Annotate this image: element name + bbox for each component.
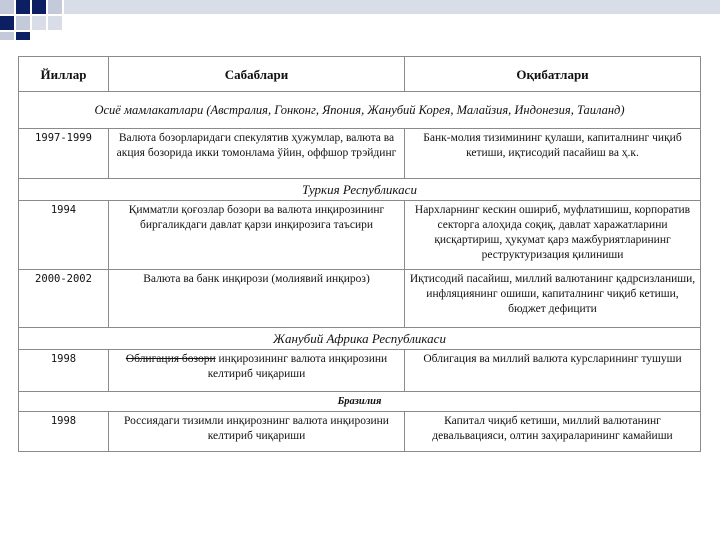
header-causes: Сабаблари — [109, 57, 405, 92]
year-cell: 1998 — [19, 412, 109, 452]
decor-square — [0, 32, 14, 40]
header-years: Йиллар — [19, 57, 109, 92]
decor-square — [48, 0, 62, 14]
year-cell: 1998 — [19, 350, 109, 392]
causes-cell: Қимматли қоғозлар бозори ва валюта инқирозининг биргаликдаги давлат қарзи инқирозига таъсири — [109, 201, 405, 270]
effects-cell: Иқтисодий пасайиш, миллий валютанинг қадрсизланиши, инфляциянинг ошиши, капиталнинг чиқиб кетиши, бюджет дефицити — [405, 270, 701, 328]
year-cell: 2000-2002 — [19, 270, 109, 328]
struck-text: Облигация бозори — [125, 353, 216, 365]
decor-square — [32, 16, 46, 30]
causes-cell: Валюта бозорларидаги спекулятив ҳужумлар, валюта ва акция бозорида икки томонлама ўйин, оффшор трэйдинг — [109, 129, 405, 179]
year-cell: 1997-1999 — [19, 129, 109, 179]
table-row — [19, 270, 701, 328]
section-title: Осиё мамлакатлари (Австралия, Гонконг, Япония, Жанубий Корея, Малайзия, Индонезия, Таиланд) — [19, 92, 701, 129]
causes-cell — [109, 350, 405, 392]
decorative-corner-squares — [0, 0, 720, 40]
decor-square — [32, 0, 46, 14]
decor-square — [0, 16, 14, 30]
effects-cell: Нархларнинг кескин ошириб, муфлатишиш, корпоратив секторга алоҳида соқиқ, давлат харажатларини қисқартириш, ҳукумат қарз мажбуриятларининг реструктуризация қилиниши — [405, 201, 701, 270]
decor-square — [16, 32, 30, 40]
crisis-table — [18, 56, 701, 452]
section-row-asia — [19, 92, 701, 129]
table-row — [19, 201, 701, 270]
decor-square — [16, 16, 30, 30]
table-row — [19, 129, 701, 179]
section-title: Жанубий Африка Республикаси — [19, 328, 701, 350]
year-cell: 1994 — [19, 201, 109, 270]
decor-square — [48, 16, 62, 30]
header-row — [19, 57, 701, 92]
causes-cell: Россиядаги тизимли инқирознинг валюта инқирозини келтириб чиқариши — [109, 412, 405, 452]
decor-square — [0, 0, 14, 14]
effects-cell: Капитал чиқиб кетиши, миллий валютанинг девальвацияси, олтин заҳираларининг камайиши — [405, 412, 701, 452]
table-row — [19, 412, 701, 452]
section-row-brazil — [19, 392, 701, 412]
effects-cell: Банк-молия тизимининг қулаши, капиталнинг чиқиб кетиши, иқтисодий пасайиш ва ҳ.к. — [405, 129, 701, 179]
header-effects: Оқибатлари — [405, 57, 701, 92]
section-title: Бразилия — [19, 392, 701, 412]
section-row-south-africa — [19, 328, 701, 350]
decor-square — [64, 0, 720, 14]
section-row-turkey — [19, 179, 701, 201]
effects-cell: Облигация ва миллий валюта курсларининг тушуши — [405, 350, 701, 392]
section-title: Туркия Республикаси — [19, 179, 701, 201]
causes-text: инқирозининг валюта инқирозини келтириб чиқариши — [207, 353, 388, 380]
decor-square — [16, 0, 30, 14]
causes-cell: Валюта ва банк инқирози (молиявий инқироз) — [109, 270, 405, 328]
table-row — [19, 350, 701, 392]
